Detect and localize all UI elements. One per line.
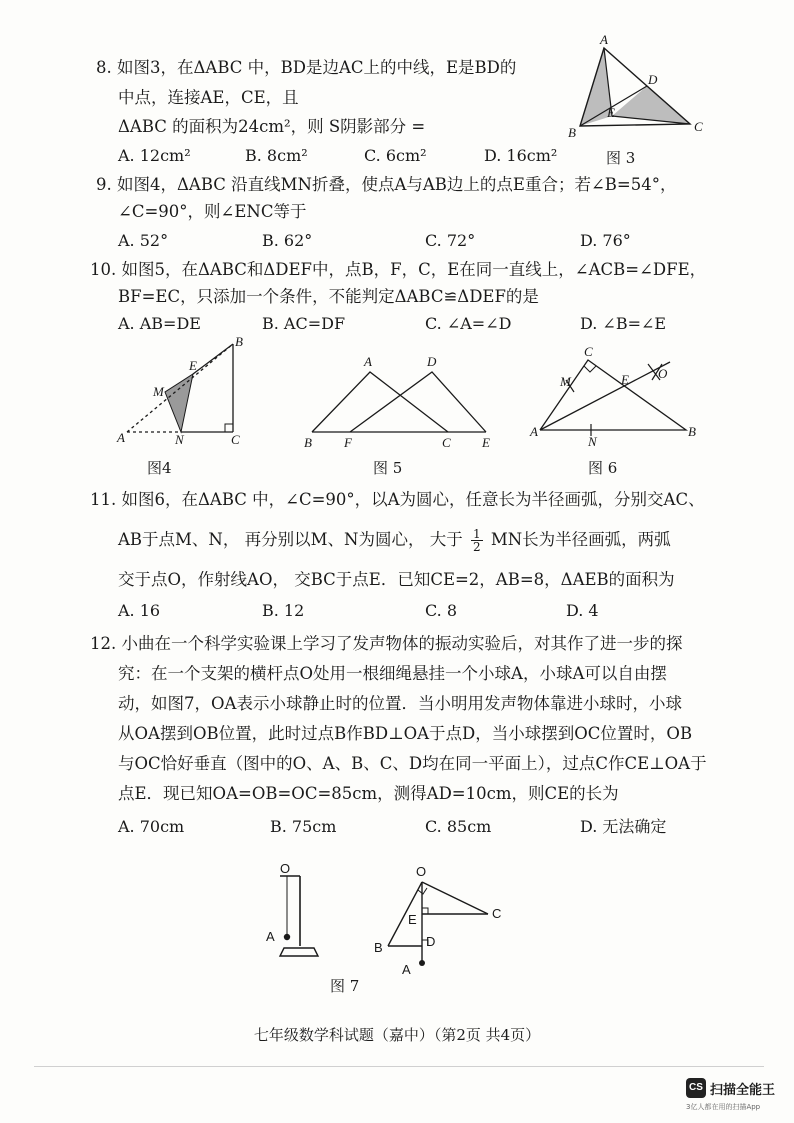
fig4-label-a: A	[117, 430, 125, 445]
q9-option-d: D. 76°	[580, 231, 631, 250]
q9-option-a: A. 52°	[118, 231, 169, 250]
footer-divider	[34, 1066, 764, 1067]
fig3-label-d: D	[648, 72, 658, 87]
q9-line1: 9. 如图4，ΔABC 沿直线MN折叠，使点A与AB边上的点E重合；若∠B=54°，	[96, 175, 677, 194]
fig3-label-e: E	[607, 105, 615, 120]
q12-line4: 从OA摆到OB位置，此时过点B作BD⊥OA于点D，当小球摆到OC位置时，OB	[118, 724, 693, 743]
fig7-segment-oc	[422, 882, 488, 914]
q11-line1: 11. 如图6，在ΔABC 中，∠C=90°，以A为圆心，任意长为半径画弧，分别交AC、	[90, 490, 705, 509]
fig5-label-e: E	[482, 435, 490, 450]
fig5-triangle-abc	[312, 372, 448, 432]
fig3-shaded-ecd	[612, 86, 690, 124]
q12-line1: 12. 小曲在一个科学实验课上学习了发声物体的振动实验后，对其作了进一步的探	[90, 634, 683, 653]
fig6-label-c: C	[584, 344, 593, 359]
fig4-caption: 图4	[147, 459, 172, 477]
q11-option-c: C. 8	[425, 601, 458, 620]
q11-line2-part-b: MN长为半径画弧，两弧	[490, 530, 671, 549]
fig6-label-n: N	[588, 434, 597, 449]
fig4-label-b: B	[235, 334, 243, 349]
q9-line2: ∠C=90°，则∠ENC等于	[118, 202, 307, 221]
q10-line2: BF=EC，只添加一个条件，不能判定ΔABC≌ΔDEF的是	[118, 287, 539, 306]
fig7-ball-point-a	[419, 960, 425, 966]
fig5-label-f: F	[344, 435, 352, 450]
scanner-logo-icon: CS	[686, 1078, 706, 1098]
fig4-line-eb	[193, 344, 233, 374]
q11-option-d: D. 4	[566, 601, 599, 620]
q8-line2: 中点，连接AE，CE，且	[118, 88, 299, 107]
fig3-caption: 图 3	[606, 149, 636, 167]
q8-option-b: B. 8cm²	[245, 146, 308, 165]
fig5-label-b: B	[304, 435, 312, 450]
q12-line3: 动，如图7，OA表示小球静止时的位置．当小明用发声物体靠进小球时，小球	[118, 694, 682, 713]
fig7-label-e: E	[408, 912, 417, 927]
q12-line5: 与OC恰好垂直（图中的O、A、B、C、D均在同一平面上），过点C作CE⊥OA于	[118, 754, 707, 773]
q8-option-a: A. 12cm²	[118, 146, 191, 165]
fig4-label-e: E	[189, 358, 197, 373]
page-footer: 七年级数学科试题（嘉中）（第2页 共4页）	[253, 1026, 541, 1044]
figure-5	[300, 350, 500, 450]
q12-option-d: D. 无法确定	[580, 817, 667, 836]
fig7-stand-label-o: O	[280, 861, 291, 876]
q11-line2	[118, 528, 671, 553]
fig6-label-o: O	[658, 366, 668, 381]
fig7-segment-ob	[388, 882, 422, 946]
q9-option-c: C. 72°	[425, 231, 476, 250]
q11-fraction-half	[471, 528, 483, 553]
fig5-label-c: C	[442, 435, 451, 450]
fig7-caption: 图 7	[330, 977, 360, 995]
q11-line3: 交于点O，作射线AO， 交BC于点E．已知CE=2，AB=8，ΔAEB的面积为	[118, 570, 675, 589]
scanner-tagline: 3亿人都在用的扫描App	[686, 1103, 761, 1111]
fig7-stand-base	[280, 948, 318, 956]
fig5-triangle-def	[350, 372, 486, 432]
q8-line1: 8. 如图3，在ΔABC 中，BD是边AC上的中线，E是BD的	[96, 58, 517, 77]
fig6-label-a: A	[530, 424, 538, 439]
fig6-caption: 图 6	[588, 459, 618, 477]
fig7-label-b: B	[374, 940, 383, 955]
fig3-label-c: C	[694, 119, 703, 134]
figure-6	[528, 340, 698, 450]
fig7-label-d: D	[426, 934, 436, 949]
q12-option-a: A. 70cm	[118, 817, 185, 836]
figure-4	[115, 336, 255, 456]
fig4-shaded-folded-triangle	[165, 374, 193, 432]
fig4-label-m: M	[153, 384, 164, 399]
fig7-label-o: O	[416, 864, 427, 879]
fig6-right-angle-c	[584, 366, 596, 372]
fig3-label-b: B	[568, 125, 576, 140]
fig7-ball-a	[284, 934, 290, 940]
q8-option-d: D. 16cm²	[484, 146, 558, 165]
fig4-label-c: C	[231, 432, 240, 447]
fig4-label-n: N	[175, 432, 184, 447]
q11-line2-part-a: AB于点M、N， 再分别以M、N为圆心， 大于	[118, 530, 463, 549]
q10-option-d: D. ∠B=∠E	[580, 314, 667, 333]
figure-3	[560, 32, 710, 166]
figure-7	[260, 862, 520, 987]
fig6-label-m: M	[560, 374, 571, 389]
q12-option-b: B. 75cm	[270, 817, 337, 836]
fig7-right-angle-e	[422, 908, 428, 914]
q9-option-b: B. 62°	[262, 231, 313, 250]
scanner-app-name: 扫描全能王	[710, 1083, 776, 1098]
fig6-label-b: B	[688, 424, 696, 439]
q11-fraction-denominator: 2	[472, 540, 481, 554]
fig5-label-a: A	[364, 354, 372, 369]
fig4-right-angle-c	[225, 424, 233, 432]
fig7-stand-label-a: A	[266, 929, 275, 944]
q10-option-b: B. AC=DF	[262, 314, 346, 333]
q12-line2: 究：在一个支架的横杆点O处用一根细绳悬挂一个小球A，小球A可以自由摆	[118, 664, 667, 683]
q11-option-a: A. 16	[118, 601, 161, 620]
fig5-caption: 图 5	[373, 459, 403, 477]
q10-line1: 10. 如图5，在ΔABC和ΔDEF中，点B，F，C，E在同一直线上，∠ACB=∠DFE，	[90, 260, 707, 279]
fig5-label-d: D	[427, 354, 437, 369]
fig7-label-a: A	[402, 962, 411, 977]
q8-option-c: C. 6cm²	[364, 146, 427, 165]
fig3-label-a: A	[600, 32, 608, 47]
fig7-label-c: C	[492, 906, 502, 921]
q10-option-a: A. AB=DE	[118, 314, 201, 333]
q11-fraction-numerator: 1	[472, 527, 481, 541]
q10-option-c: C. ∠A=∠D	[425, 314, 512, 333]
q12-line6: 点E．现已知OA=OB=OC=85cm，测得AD=10cm，则CE的长为	[118, 784, 619, 803]
q11-option-b: B. 12	[262, 601, 305, 620]
fig6-label-e: E	[621, 372, 629, 387]
q12-option-c: C. 85cm	[425, 817, 492, 836]
q8-line3: ΔABC 的面积为24cm²，则 S阴影部分 =	[118, 117, 426, 136]
